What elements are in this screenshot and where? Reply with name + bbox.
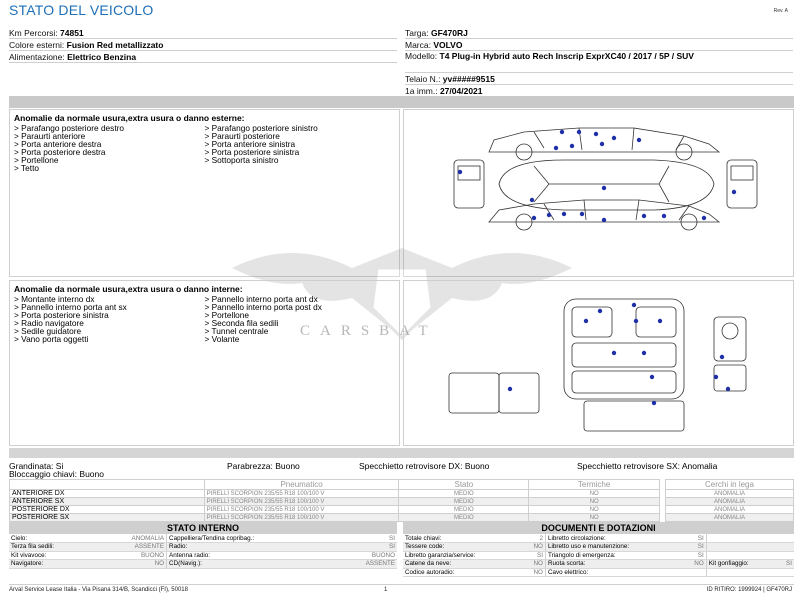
external-damage-item: > Porta posteriore sinistra [204,147,300,157]
rim-row [666,498,794,506]
interior-state-table [9,534,397,569]
interior-row [9,551,397,560]
rim-row [666,506,794,514]
document-label: Libretto garanzia/service: [403,551,523,560]
key-lock-status: Bloccaggio chiavi: Buono [9,469,104,479]
document-row [403,543,794,552]
internal-damage-item: > Pannello interno porta post dx [204,302,322,312]
document-value: NO [523,568,546,577]
document-value: NO [684,560,707,569]
document-row [403,568,794,577]
watermark-text: CARSBAT [300,323,438,339]
tyres-header-tyre: Pneumatico [204,480,399,490]
tyre-model: PIRELLI SCORPION 235/55 R18 100/100 V [204,498,399,506]
external-damage-item: > Parafango posteriore destro [14,123,125,133]
mirror-right-status: Specchietto retrovisore DX: Buono [359,461,490,471]
document-label: Triangolo di emergenza: [545,551,683,560]
external-damage-item: > Tetto [14,163,39,173]
interior-value: ASSENTE [97,543,166,552]
interior-label: Radio: [167,543,335,552]
interior-value: ANOMALIA [97,534,166,543]
tyre-position: POSTERIORE SX [10,514,205,522]
documents-table [403,534,794,577]
make-row: Marca: VOLVO [405,39,793,51]
external-damage-panel [9,109,400,277]
document-label [706,551,778,560]
interior-value: BUONO [97,551,166,560]
footer-pickup-id: ID RITIRO: 1999924 | GF470RJ [706,587,792,593]
footer-company: Arval Service Lease Italia - Via Pisana 314/B, Scandicci (FI), 50018 [9,587,188,593]
external-damage-item: > Paraurti anteriore [14,131,86,141]
tyre-state: MEDIO [399,498,529,506]
external-damage-item: > Sottoporta sinistro [204,155,279,165]
interior-value: BUONO [334,551,397,560]
hail-status: Grandinata: Si [9,461,64,471]
tyre-model: PIRELLI SCORPION 235/55 R18 100/100 V [204,514,399,522]
plate-row: Targa: GF470RJ [405,27,793,39]
mirror-left-status: Specchietto retrovisore SX: Anomalia [577,461,718,471]
document-label: Cavo elettrico: [545,568,683,577]
tyre-row [10,490,660,498]
tyre-thermal: NO [529,514,660,522]
interior-row [9,560,397,569]
internal-damage-list-1 [14,295,205,343]
fuel-row: Alimentazione: Elettrico Benzina [9,51,397,63]
document-value: SI [778,560,794,569]
tyre-state: MEDIO [399,506,529,514]
document-value: SI [684,543,707,552]
external-damage-list-2 [205,124,396,172]
interior-value: NO [97,560,166,569]
rim-state: ANOMALIA [666,514,794,522]
internal-damage-panel [9,280,400,446]
rim-state: ANOMALIA [666,506,794,514]
interior-value: SI [334,543,397,552]
external-damage-item: > Porta posteriore destra [14,147,106,157]
internal-damage-item: > Pannello interno porta ant sx [14,302,127,312]
document-label: Ruota scorta: [545,560,683,569]
tyre-state: MEDIO [399,490,529,498]
page-title: STATO DEL VEICOLO [9,2,154,18]
vehicle-info-right [405,27,793,97]
document-label [706,543,778,552]
section-divider [9,96,794,108]
document-row [403,560,794,569]
tyre-thermal: NO [529,490,660,498]
internal-damage-item: > Volante [204,334,240,344]
external-damage-item: > Paraurti posteriore [204,131,280,141]
tyre-position: POSTERIORE DX [10,506,205,514]
documents-title: DOCUMENTI E DOTAZIONI [403,522,794,534]
document-label [706,534,778,543]
document-label: Totale chiavi: [403,534,523,543]
interior-state-title: STATO INTERNO [9,522,397,534]
interior-value: SI [334,534,397,543]
chassis-row: Telaio N.: yv#####9515 [405,73,793,85]
color-row: Colore esterni: Fusion Red metallizzato [9,39,397,51]
registration-row: 1a imm.: 27/04/2021 [405,85,793,97]
conditions-summary [9,461,794,481]
interior-label: Antenna radio: [167,551,335,560]
document-value: NO [523,560,546,569]
internal-damage-title: Anomalie da normale usura,extra usura o danno interne: [14,284,243,294]
document-label: Codice autoradio: [403,568,523,577]
windshield-status: Parabrezza: Buono [227,461,300,471]
rim-state: ANOMALIA [666,490,794,498]
interior-row [9,543,397,552]
external-damage-item: > Porta anteriore sinistra [204,139,296,149]
footer-page-number: 1 [384,587,388,593]
document-value: NO [523,543,546,552]
document-value [778,551,794,560]
internal-damage-item: > Portellone [204,310,250,320]
external-damage-list-1 [14,124,205,172]
document-value [684,568,707,577]
external-damage-item: > Porta anteriore destra [14,139,102,149]
interior-row [9,534,397,543]
internal-damage-list-2 [205,295,396,343]
rims-header: Cerchi in lega [666,480,794,490]
model-row: Modello: T4 Plug-in Hybrid auto Rech Inscrip ExprXC40 / 2017 / 5P / SUV [405,51,793,73]
tyre-position: ANTERIORE DX [10,490,205,498]
vehicle-info-left [9,27,397,63]
internal-damage-item: > Sedile guidatore [14,326,82,336]
tyres-header-state: Stato [399,480,529,490]
tyre-row [10,514,660,522]
external-damage-item: > Portellone [14,155,59,165]
tyre-thermal: NO [529,506,660,514]
rim-state: ANOMALIA [666,498,794,506]
interior-label: Terza fila sedili: [9,543,97,552]
document-row [403,534,794,543]
rim-row [666,514,794,522]
rims-table [665,479,794,522]
km-row: Km Percorsi: 74851 [9,27,397,39]
document-value [778,534,794,543]
document-value [778,568,794,577]
interior-label: Kit vivavoce: [9,551,97,560]
internal-damage-item: > Pannello interno porta ant dx [204,294,318,304]
document-label: Libretto uso e manutenzione: [545,543,683,552]
interior-label: Cielo: [9,534,97,543]
interior-label: Cappelliera/Tendina copribag.: [167,534,335,543]
internal-damage-item: > Vano porta oggetti [14,334,89,344]
tyre-thermal: NO [529,498,660,506]
document-value: SI [684,551,707,560]
tyre-position: ANTERIORE SX [10,498,205,506]
tyre-model: PIRELLI SCORPION 235/55 R18 100/100 V [204,506,399,514]
document-value [778,543,794,552]
document-label: Tessere code: [403,543,523,552]
rim-row [666,490,794,498]
tyres-table [9,479,660,522]
tyre-model: PIRELLI SCORPION 235/55 R18 100/100 V [204,490,399,498]
internal-damage-item: > Porta posteriore sinistra [14,310,109,320]
document-label: Kit gonfiaggio: [706,560,778,569]
tyre-state: MEDIO [399,514,529,522]
tyre-row [10,506,660,514]
document-value: SI [684,534,707,543]
interior-label: Navigatore: [9,560,97,569]
external-damage-item: > Parafango posteriore sinistro [204,123,318,133]
revision-label: Rev. A [773,8,788,14]
internal-damage-item: > Seconda fila sedili [204,318,279,328]
internal-damage-item: > Radio navigatore [14,318,84,328]
tyres-header-thermal: Termiche [529,480,660,490]
footer-divider [9,584,794,585]
external-damage-title: Anomalie da normale usura,extra usura o danno esterne: [14,113,245,123]
section-divider [9,448,794,458]
internal-damage-item: > Montante interno dx [14,294,95,304]
document-label [706,568,778,577]
internal-damage-item: > Tunnel centrale [204,326,269,336]
internal-car-diagram [403,280,794,446]
tyre-row [10,498,660,506]
external-car-diagram [403,109,794,277]
document-row [403,551,794,560]
interior-value: ASSENTE [334,560,397,569]
document-label: Catene da neve: [403,560,523,569]
interior-label: CD(Navig.): [167,560,335,569]
document-label: Libretto circolazione: [545,534,683,543]
tyres-header-position [10,480,205,490]
document-value: SI [523,551,546,560]
document-value: 2 [523,534,546,543]
